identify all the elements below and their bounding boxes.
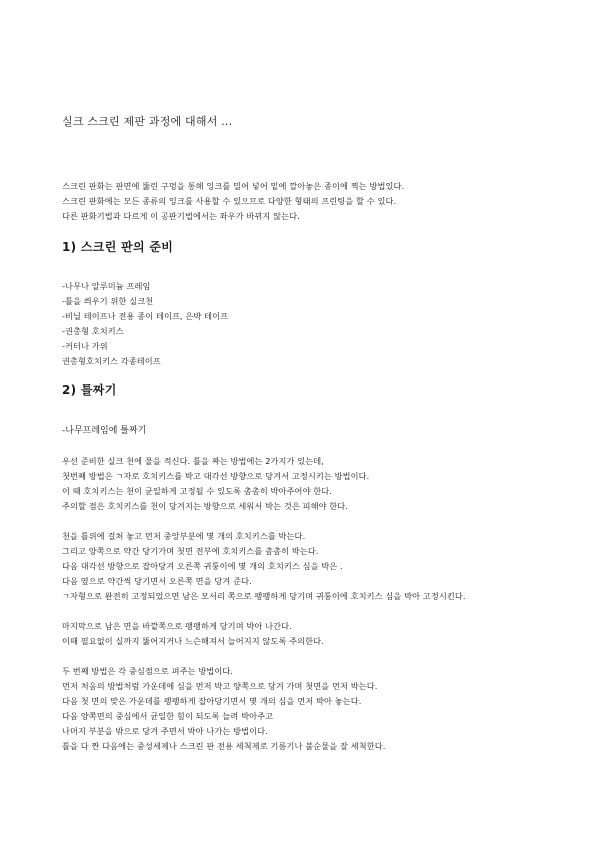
list-item: -틀을 씌우기 위한 실크천 (62, 296, 154, 306)
list-item: -나무나 알루미늄 프레임 (62, 281, 151, 291)
paragraph-line: 천을 틀위에 걸쳐 놓고 먼저 중앙부분에 몇 개의 호치키스를 박는다. (62, 531, 306, 541)
intro-line: 다른 판화기법과 다르게 이 공판기법에서는 좌우가 바뀌지 않는다. (62, 211, 300, 221)
intro-line: 스크린 판화는 판면에 뚫린 구멍을 통해 잉크를 밀어 넣어 밑에 깔아놓은 종이에 찍는 방법있다. (62, 181, 405, 191)
paragraph-line: 먼저 처음의 방법처럼 가운데에 심을 먼저 박고 양쪽으로 당겨 가며 첫면을 먼저 박는다. (62, 681, 378, 691)
paragraph-line: 다음 양쪽면의 중심에서 균일한 힘이 되도록 늘려 박아주고 (62, 711, 274, 721)
paragraph-line: ㄱ자형으로 완전히 고정되었으면 남은 모서리 쪽으로 팽팽하게 당기며 귀퉁이에 호치키스 심을 박아 고정시킨다. (62, 591, 466, 601)
paragraph-line: 그리고 양쪽으로 약간 당기가며 첫면 전부에 호치키스를 촘촘히 박는다. (62, 546, 319, 556)
paragraph-line: 첫번째 방법은 ㄱ자로 호치키스를 박고 대각선 방향으로 당겨서 고정시키는 방법이다. (62, 471, 370, 481)
paragraph-line: 우선 준비한 실크 천에 물을 적신다. 틀을 짜는 방법에는 2가지가 있는데, (62, 456, 324, 466)
paragraph-line: 다음 첫 면의 맞은 가운데를 팽팽하게 잡아당기면서 몇 개의 심을 먼저 박아 놓는다. (62, 696, 362, 706)
paragraph-line: 주의할 점은 호치키스를 천이 당겨지는 방향으로 세워서 박는 것은 피해야 한다. (62, 501, 349, 511)
subsection-heading: -나무프레임에 틀짜기 (62, 426, 147, 436)
document-title: 실크 스크린 제판 과정에 대해서 ... (62, 115, 233, 128)
intro-line: 스크린 판화에는 모든 종류의 잉크를 사용할 수 있으므로 다양한 형태의 프린팅을 할 수 있다. (62, 196, 397, 206)
paragraph-line: 마지막으로 남은 면을 바깥쪽으로 팽팽하게 당기며 박아 나간다. (62, 621, 292, 631)
paragraph-line: 이 때 호치키스는 천이 균일하게 고정될 수 있도록 촘촘히 박아주어야 한다. (62, 486, 333, 496)
paragraph-line: 두 번째 방법은 각 중심점으로 펴주는 방법이다. (62, 666, 234, 676)
paragraph-line: 이때 필요없이 실까지 뚫어지거나 느슨해져서 늘어지지 않도록 주의한다. (62, 636, 324, 646)
paragraph-line: 틀을 다 짠 다음에는 중성세제나 스크린 판 전용 세척제로 기름기나 불순물을 잘 세척한다. (62, 741, 386, 751)
list-item: -커터나 가위 (62, 341, 108, 351)
section-heading-frame: 2) 틀짜기 (62, 383, 117, 397)
list-item: -비닐 테이프나 전용 종이 테이프, 은박 테이프 (62, 311, 229, 321)
paragraph-line: 다음 옆으로 약간씩 당기면서 오른쪽 면을 당겨 준다. (62, 576, 252, 586)
section-heading-screen-prep: 1) 스크린 판의 준비 (62, 240, 174, 254)
paragraph-line: 다음 대각선 방향으로 잡아당겨 오른쪽 귀퉁이에 몇 개의 호치키스 심을 박은 . (62, 561, 343, 571)
list-item: 권총형호치키스 각종테이프 (62, 356, 161, 366)
list-item: -권총형 호치키스 (62, 326, 124, 336)
paragraph-line: 나머지 부분을 밖으로 당겨 주면서 박아 나가는 방법이다. (62, 726, 268, 736)
